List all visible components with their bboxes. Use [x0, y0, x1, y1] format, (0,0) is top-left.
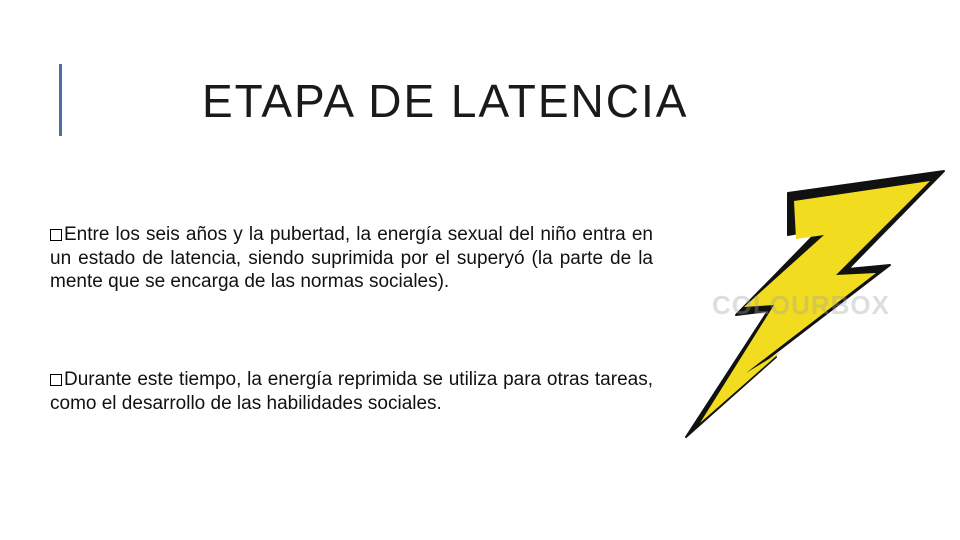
bullet-text: Durante este tiempo, la energía reprimida se utiliza para otras tareas, como el desarrollo de las habilidades sociales. — [50, 369, 653, 414]
checkbox-bullet-icon — [50, 229, 62, 241]
bullet-text: Entre los seis años y la pubertad, la energía sexual del niño entra en un estado de latencia, siendo suprimida por el superyó (la parte de la mente que se encarga de las normas sociales). — [50, 224, 653, 292]
checkbox-bullet-icon — [50, 374, 62, 386]
title-accent-bar — [59, 64, 62, 136]
image-watermark: COLOURBOX — [712, 290, 890, 320]
bullet-item — [50, 223, 653, 294]
slide-title: ETAPA DE LATENCIA — [202, 75, 689, 127]
bullet-item — [50, 368, 653, 415]
